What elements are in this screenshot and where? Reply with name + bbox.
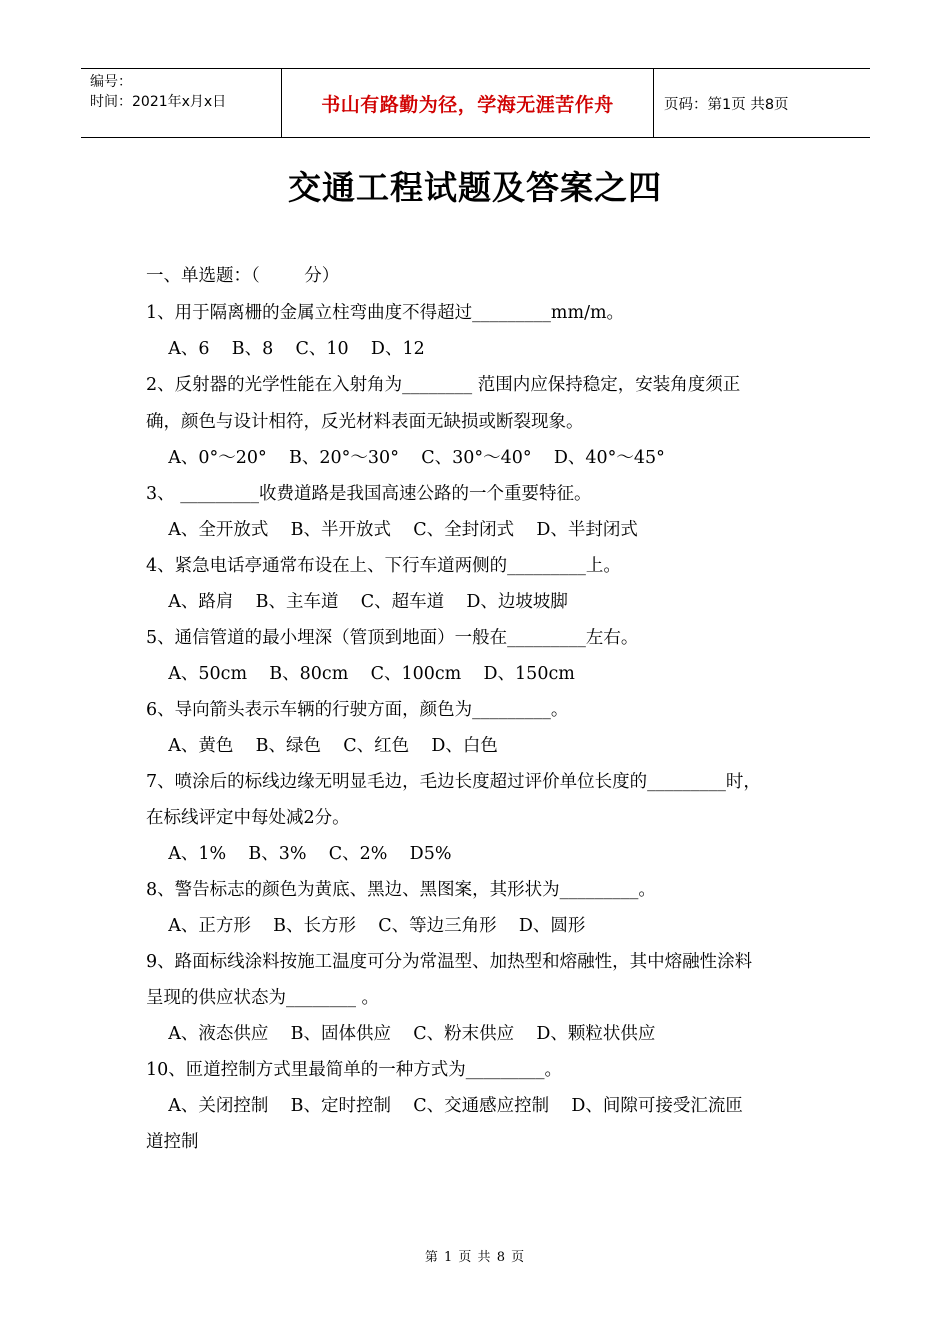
question-line: 1、用于隔离栅的金属立柱弯曲度不得超过_________mm/m。: [146, 303, 625, 323]
options-line: A、正方形 B、长方形 C、等边三角形 D、圆形: [146, 916, 586, 936]
question-line: 10、匝道控制方式里最简单的一种方式为_________。: [146, 1060, 563, 1080]
question-line: 6、导向箭头表示车辆的行驶方面，颜色为_________。: [146, 700, 569, 720]
question-line: 9、路面标线涂料按施工温度可分为常温型、加热型和熔融性，其中熔融性涂料: [146, 952, 753, 972]
options-line: A、路肩 B、主车道 C、超车道 D、边坡坡脚: [146, 592, 568, 612]
question-line: 5、通信管道的最小埋深（管顶到地面）一般在_________左右。: [146, 628, 639, 648]
options-line: A、黄色 B、绿色 C、红色 D、白色: [146, 736, 498, 756]
question-line: 道控制: [146, 1132, 199, 1152]
question-line: 8、警告标志的颜色为黄底、黑边、黑图案，其形状为_________。: [146, 880, 656, 900]
options-line: A、液态供应 B、固体供应 C、粉末供应 D、颗粒状供应: [146, 1024, 656, 1044]
document-title: 交通工程试题及答案之四: [288, 168, 662, 207]
options-line: A、全开放式 B、半开放式 C、全封闭式 D、半封闭式: [146, 520, 638, 540]
options-line: A、50cm B、80cm C、100cm D、150cm: [146, 664, 575, 684]
number-label: 编号：: [90, 74, 132, 90]
header-motto-cell: [281, 69, 654, 137]
header-page-cell: [654, 69, 870, 137]
question-line: 呈现的供应状态为________ 。: [146, 988, 380, 1008]
question-line: 3、 _________收费道路是我国高速公路的一个重要特征。: [146, 484, 592, 504]
motto-text: 书山有路勤为径，学海无涯苦作舟: [321, 93, 614, 116]
options-line: A、0°～20° B、20°～30° C、30°～40° D、40°～45°: [146, 448, 665, 468]
options-line: A、关闭控制 B、定时控制 C、交通感应控制 D、间隙可接受汇流匝: [146, 1096, 743, 1116]
section-heading: 一、单选题：（ 分）: [146, 266, 340, 286]
header-table: [81, 68, 870, 138]
page-info: 页码：第1页 共8页: [664, 96, 789, 113]
question-line: 4、紧急电话亭通常布设在上、下行车道两侧的_________上。: [146, 556, 621, 576]
page-footer: 第 1 页 共 8 页: [424, 1250, 526, 1265]
question-line: 确，颜色与设计相符，反光材料表面无缺损或断裂现象。: [146, 412, 584, 432]
options-line: A、6 B、8 C、10 D、12: [146, 339, 425, 359]
header-left-cell: [81, 69, 281, 137]
question-line: 7、喷涂后的标线边缘无明显毛边，毛边长度超过评价单位长度的_________时，: [146, 772, 761, 792]
time-label: 时间：2021年x月x日: [90, 94, 227, 110]
options-line: A、1% B、3% C、2% D5%: [146, 844, 452, 864]
question-line: 在标线评定中每处减2分。: [146, 808, 350, 828]
question-line: 2、反射器的光学性能在入射角为________ 范围内应保持稳定，安装角度须正: [146, 375, 741, 395]
